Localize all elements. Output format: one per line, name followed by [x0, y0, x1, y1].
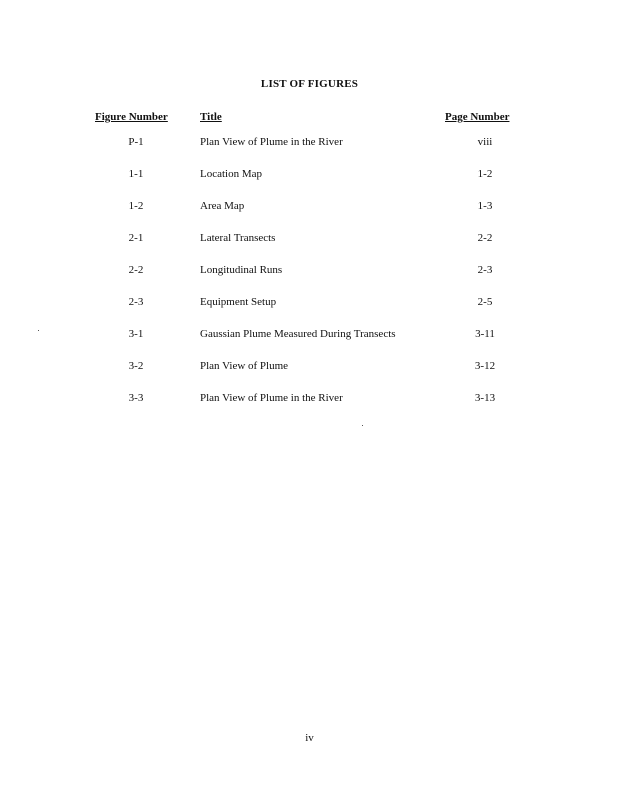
figures-list: [0, 136, 619, 424]
figure-page: 2-5: [477, 296, 493, 308]
figure-title: Area Map: [200, 200, 245, 212]
figure-number: 3-1: [128, 328, 144, 340]
figure-page: 3-13: [474, 392, 496, 404]
figure-page: 1-2: [477, 168, 493, 180]
list-item: [0, 392, 619, 424]
figure-number: 2-3: [128, 296, 144, 308]
page-title: LIST OF FIGURES: [260, 78, 359, 90]
figure-number-header: Figure Number: [95, 111, 168, 123]
page-number-footer: iv: [305, 732, 314, 744]
figure-title: Plan View of Plume in the River: [200, 392, 343, 404]
column-headers: [0, 111, 619, 125]
figure-number: 1-1: [128, 168, 144, 180]
figure-title: Lateral Transects: [200, 232, 276, 244]
list-item: [0, 264, 619, 296]
list-item: [0, 168, 619, 200]
figure-title: Location Map: [200, 168, 263, 180]
figure-title: Equipment Setup: [200, 296, 277, 308]
figure-page: 2-3: [477, 264, 493, 276]
list-item: [0, 200, 619, 232]
figure-number: 2-2: [128, 264, 144, 276]
list-item: [0, 360, 619, 392]
figure-number: 2-1: [128, 232, 144, 244]
figure-title: Plan View of Plume in the River: [200, 136, 343, 148]
scan-speck: [38, 330, 39, 331]
list-item: [0, 136, 619, 168]
page-number-header: Page Number: [445, 111, 510, 123]
figure-title: Longitudinal Runs: [200, 264, 283, 276]
figure-page: 2-2: [477, 232, 493, 244]
figure-title: Gaussian Plume Measured During Transects: [200, 328, 396, 340]
figure-page: viii: [477, 136, 493, 148]
figure-number: 1-2: [128, 200, 144, 212]
figure-number: P-1: [128, 136, 144, 148]
scan-speck: [362, 425, 363, 426]
figure-title: Plan View of Plume: [200, 360, 289, 372]
figure-page: 3-12: [474, 360, 496, 372]
list-item: [0, 296, 619, 328]
figure-page: 1-3: [477, 200, 493, 212]
figure-page: 3-11: [475, 328, 495, 340]
figure-number: 3-2: [128, 360, 144, 372]
title-header: Title: [200, 111, 222, 123]
list-item: [0, 232, 619, 264]
figure-number: 3-3: [128, 392, 144, 404]
list-item: [0, 328, 619, 360]
